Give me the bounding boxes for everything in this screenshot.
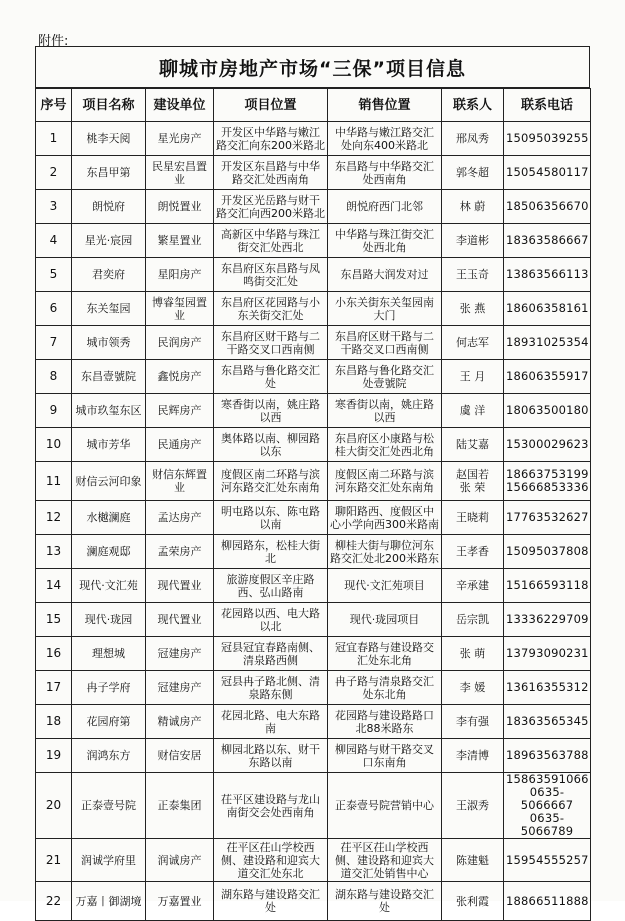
cell-builder: 现代置业 (146, 569, 214, 603)
cell-sales-location: 冉子路与清泉路交汇处东北角 (328, 671, 442, 705)
cell-sales-location: 茌平区茌山学校西侧、建设路和迎宾大道交汇处销售中心 (328, 839, 442, 882)
cell-builder: 孟荣房产 (146, 535, 214, 569)
cell-builder: 民辉房产 (146, 394, 214, 428)
table-row (36, 394, 591, 428)
cell-builder: 冠建房产 (146, 637, 214, 671)
cell-sales-location: 聊阳路西、度假区中心小学向西300米路南 (328, 501, 442, 535)
cell-project-name: 东昌壹號院 (72, 360, 146, 394)
table-row (36, 773, 591, 839)
cell-location: 明屯路以东、陈屯路以南 (214, 501, 328, 535)
document-title: 聊城市房地产市场“三保”项目信息 (35, 46, 590, 88)
cell-contact: 虞 洋 (442, 394, 504, 428)
cell-phone: 18363565345 (504, 705, 591, 739)
cell-sales-location: 现代·珑园项目 (328, 603, 442, 637)
cell-project-name: 东昌甲第 (72, 156, 146, 190)
cell-builder: 财信安居 (146, 739, 214, 773)
cell-sales-location: 中华路与嫩江路交汇处向东400米路北 (328, 122, 442, 156)
cell-project-name: 东关玺园 (72, 292, 146, 326)
cell-sales-location: 东昌路与鲁化路交汇处壹號院 (328, 360, 442, 394)
cell-location: 开发区中华路与嫩江路交汇向东200米路北 (214, 122, 328, 156)
cell-location: 花园路以西、电大路以北 (214, 603, 328, 637)
cell-contact: 张 萌 (442, 637, 504, 671)
cell-location: 花园北路、电大东路南 (214, 705, 328, 739)
table-header-row (36, 89, 591, 122)
cell-location: 柳园北路以东、财干东路以南 (214, 739, 328, 773)
cell-location: 茌平区茌山学校西侧、建设路和迎宾大道交汇处东北 (214, 839, 328, 882)
cell-phone: 13336229709 (504, 603, 591, 637)
cell-no: 17 (36, 671, 72, 705)
cell-phone: 15095037808 (504, 535, 591, 569)
cell-project-name: 润诚学府里 (72, 839, 146, 882)
cell-project-name: 正泰壹号院 (72, 773, 146, 839)
header-name: 项目名称 (72, 89, 146, 122)
cell-builder: 星阳房产 (146, 258, 214, 292)
cell-builder: 正泰集团 (146, 773, 214, 839)
cell-no: 11 (36, 462, 72, 501)
cell-phone: 18963563788 (504, 739, 591, 773)
cell-phone: 18866511888 (504, 882, 591, 921)
cell-builder: 现代置业 (146, 603, 214, 637)
table-row (36, 569, 591, 603)
table-row (36, 501, 591, 535)
cell-no: 2 (36, 156, 72, 190)
cell-phone: 18506356670 (504, 190, 591, 224)
cell-sales-location: 冠宜春路与建设路交汇处东北角 (328, 637, 442, 671)
cell-no: 20 (36, 773, 72, 839)
cell-no: 6 (36, 292, 72, 326)
cell-phone: 15954555257 (504, 839, 591, 882)
cell-contact-line: 张 荣 (459, 481, 486, 494)
cell-phone: 15095039255 (504, 122, 591, 156)
cell-project-name: 财信云河印象 (72, 462, 146, 501)
table-row (36, 428, 591, 462)
cell-no: 5 (36, 258, 72, 292)
cell-sales-location: 中华路与珠江街交汇处西北角 (328, 224, 442, 258)
cell-contact: 邢凤秀 (442, 122, 504, 156)
table-row (36, 360, 591, 394)
cell-no: 22 (36, 882, 72, 921)
cell-builder: 冠建房产 (146, 671, 214, 705)
cell-sales-location: 正泰壹号院营销中心 (328, 773, 442, 839)
cell-phone-line: 0635-5066789 (520, 811, 574, 838)
cell-phone: 18606358161 (504, 292, 591, 326)
cell-contact: 何志军 (442, 326, 504, 360)
header-sales: 销售位置 (328, 89, 442, 122)
cell-location: 东昌府区花园路与小东关街交汇处 (214, 292, 328, 326)
cell-location: 度假区南二环路与滨河东路交汇处东南角 (214, 462, 328, 501)
table-row (36, 326, 591, 360)
cell-contact (442, 462, 504, 501)
cell-builder: 万嘉置业 (146, 882, 214, 921)
cell-contact: 王玉奇 (442, 258, 504, 292)
cell-contact: 陆艾嘉 (442, 428, 504, 462)
attachment-label: 附件: (38, 34, 69, 49)
cell-project-name: 城市玖玺东区 (72, 394, 146, 428)
cell-location: 奥体路以南、柳园路以东 (214, 428, 328, 462)
table-row (36, 882, 591, 921)
cell-no: 8 (36, 360, 72, 394)
cell-builder: 星光房产 (146, 122, 214, 156)
cell-location: 冠县冉子路北侧、清泉路东侧 (214, 671, 328, 705)
cell-contact: 李 媛 (442, 671, 504, 705)
table-row (36, 671, 591, 705)
cell-phone: 15300029623 (504, 428, 591, 462)
table-row (36, 839, 591, 882)
cell-contact: 张 燕 (442, 292, 504, 326)
cell-project-name: 现代·文汇苑 (72, 569, 146, 603)
cell-sales-location: 湖东路与建设路交汇处 (328, 882, 442, 921)
table-row (36, 258, 591, 292)
cell-location: 东昌府区东昌路与凤鸣街交汇处 (214, 258, 328, 292)
cell-no: 12 (36, 501, 72, 535)
cell-contact: 李道彬 (442, 224, 504, 258)
cell-location: 冠县冠宜春路南侧、清泉路西侧 (214, 637, 328, 671)
project-table (35, 88, 591, 921)
header-no: 序号 (36, 89, 72, 122)
table-row (36, 637, 591, 671)
cell-no: 3 (36, 190, 72, 224)
cell-phone: 15166593118 (504, 569, 591, 603)
cell-sales-location: 寒香街以南，姚庄路以西 (328, 394, 442, 428)
cell-no: 19 (36, 739, 72, 773)
table-row (36, 122, 591, 156)
cell-no: 4 (36, 224, 72, 258)
cell-location: 东昌府区财干路与二干路交叉口西南侧 (214, 326, 328, 360)
cell-contact: 李有强 (442, 705, 504, 739)
cell-contact: 岳宗凯 (442, 603, 504, 637)
cell-no: 9 (36, 394, 72, 428)
cell-contact: 辛承建 (442, 569, 504, 603)
cell-no: 1 (36, 122, 72, 156)
cell-phone: 17763532627 (504, 501, 591, 535)
cell-location: 湖东路与建设路交汇处 (214, 882, 328, 921)
cell-phone-line: 15863591066 (506, 772, 589, 786)
cell-location: 柳园路东，松桂大街北 (214, 535, 328, 569)
cell-phone: 15054580117 (504, 156, 591, 190)
cell-builder: 朗悦置业 (146, 190, 214, 224)
cell-location: 高新区中华路与珠江街交汇处西北 (214, 224, 328, 258)
cell-builder: 润诚房产 (146, 839, 214, 882)
header-location: 项目位置 (214, 89, 328, 122)
cell-sales-location: 东昌府区小康路与松桂大街交汇处西北角 (328, 428, 442, 462)
cell-contact: 王晓莉 (442, 501, 504, 535)
header-contact: 联系人 (442, 89, 504, 122)
cell-project-name: 水樾澜庭 (72, 501, 146, 535)
cell-sales-location: 东昌路大润发对过 (328, 258, 442, 292)
cell-sales-location: 花园路与建设路路口北88米路东 (328, 705, 442, 739)
table-row (36, 292, 591, 326)
cell-phone-line: 15666853336 (506, 480, 589, 494)
cell-builder: 繁星置业 (146, 224, 214, 258)
cell-phone-line: 0635-5066667 (520, 785, 574, 812)
cell-no: 21 (36, 839, 72, 882)
cell-phone (504, 773, 591, 839)
cell-builder: 财信东辉置业 (146, 462, 214, 501)
table-body (36, 122, 591, 921)
cell-builder: 民通房产 (146, 428, 214, 462)
cell-contact: 王孝香 (442, 535, 504, 569)
cell-builder: 民润房产 (146, 326, 214, 360)
table-row (36, 156, 591, 190)
table-row (36, 224, 591, 258)
cell-phone-line: 18663753199 (506, 467, 589, 481)
cell-project-name: 城市芳华 (72, 428, 146, 462)
cell-no: 18 (36, 705, 72, 739)
header-phone: 联系电话 (504, 89, 591, 122)
cell-project-name: 星光·宸园 (72, 224, 146, 258)
cell-phone: 13863566113 (504, 258, 591, 292)
cell-phone: 18931025354 (504, 326, 591, 360)
cell-builder: 民星宏昌置业 (146, 156, 214, 190)
cell-project-name: 润鸿东方 (72, 739, 146, 773)
cell-no: 7 (36, 326, 72, 360)
cell-sales-location: 度假区南二环路与滨河东路交汇处东南角 (328, 462, 442, 501)
cell-contact: 林 蔚 (442, 190, 504, 224)
cell-no: 15 (36, 603, 72, 637)
cell-contact: 王 月 (442, 360, 504, 394)
table-row (36, 739, 591, 773)
cell-project-name: 澜庭观邸 (72, 535, 146, 569)
cell-no: 13 (36, 535, 72, 569)
cell-contact: 陈建魁 (442, 839, 504, 882)
cell-no: 10 (36, 428, 72, 462)
cell-contact: 李清博 (442, 739, 504, 773)
cell-location: 开发区东昌路与中华路交汇处西南角 (214, 156, 328, 190)
cell-phone (504, 462, 591, 501)
cell-contact: 张利霞 (442, 882, 504, 921)
table-row (36, 190, 591, 224)
cell-location: 茌平区建设路与龙山南街交会处西南角 (214, 773, 328, 839)
cell-project-name: 万嘉丨御湖境 (72, 882, 146, 921)
cell-phone: 13616355312 (504, 671, 591, 705)
cell-contact: 郭冬超 (442, 156, 504, 190)
cell-project-name: 花园府第 (72, 705, 146, 739)
cell-sales-location: 东昌府区财干路与二干路交叉口西南侧 (328, 326, 442, 360)
cell-location: 开发区光岳路与财干路交汇向西200米路北 (214, 190, 328, 224)
cell-builder: 鑫悦房产 (146, 360, 214, 394)
cell-location: 旅游度假区辛庄路西、弘山路南 (214, 569, 328, 603)
cell-sales-location: 现代·文汇苑项目 (328, 569, 442, 603)
cell-project-name: 桃李天阅 (72, 122, 146, 156)
table-row (36, 535, 591, 569)
cell-builder: 精诚房产 (146, 705, 214, 739)
cell-project-name: 朗悦府 (72, 190, 146, 224)
cell-project-name: 冉子学府 (72, 671, 146, 705)
cell-builder: 博睿玺园置业 (146, 292, 214, 326)
table-row (36, 603, 591, 637)
cell-project-name: 城市领秀 (72, 326, 146, 360)
cell-location: 东昌路与鲁化路交汇处 (214, 360, 328, 394)
cell-contact-line: 赵国若 (456, 468, 489, 481)
cell-location: 寒香街以南，姚庄路以西 (214, 394, 328, 428)
cell-phone: 13793090231 (504, 637, 591, 671)
cell-builder: 孟达房产 (146, 501, 214, 535)
cell-sales-location: 东昌路与中华路交汇处西南角 (328, 156, 442, 190)
cell-sales-location: 柳桂大街与聊位河东路交汇处北200米路东 (328, 535, 442, 569)
cell-project-name: 现代·珑园 (72, 603, 146, 637)
cell-project-name: 君奕府 (72, 258, 146, 292)
table-row (36, 462, 591, 501)
cell-phone: 18363586667 (504, 224, 591, 258)
header-builder: 建设单位 (146, 89, 214, 122)
cell-contact: 王淑秀 (442, 773, 504, 839)
cell-no: 14 (36, 569, 72, 603)
cell-project-name: 理想城 (72, 637, 146, 671)
table-row (36, 705, 591, 739)
cell-phone: 18606355917 (504, 360, 591, 394)
cell-sales-location: 柳园路与财干路交叉口东南角 (328, 739, 442, 773)
cell-sales-location: 小东关街东关玺园南大门 (328, 292, 442, 326)
cell-phone: 18063500180 (504, 394, 591, 428)
cell-sales-location: 朗悦府西门北邻 (328, 190, 442, 224)
cell-no: 16 (36, 637, 72, 671)
